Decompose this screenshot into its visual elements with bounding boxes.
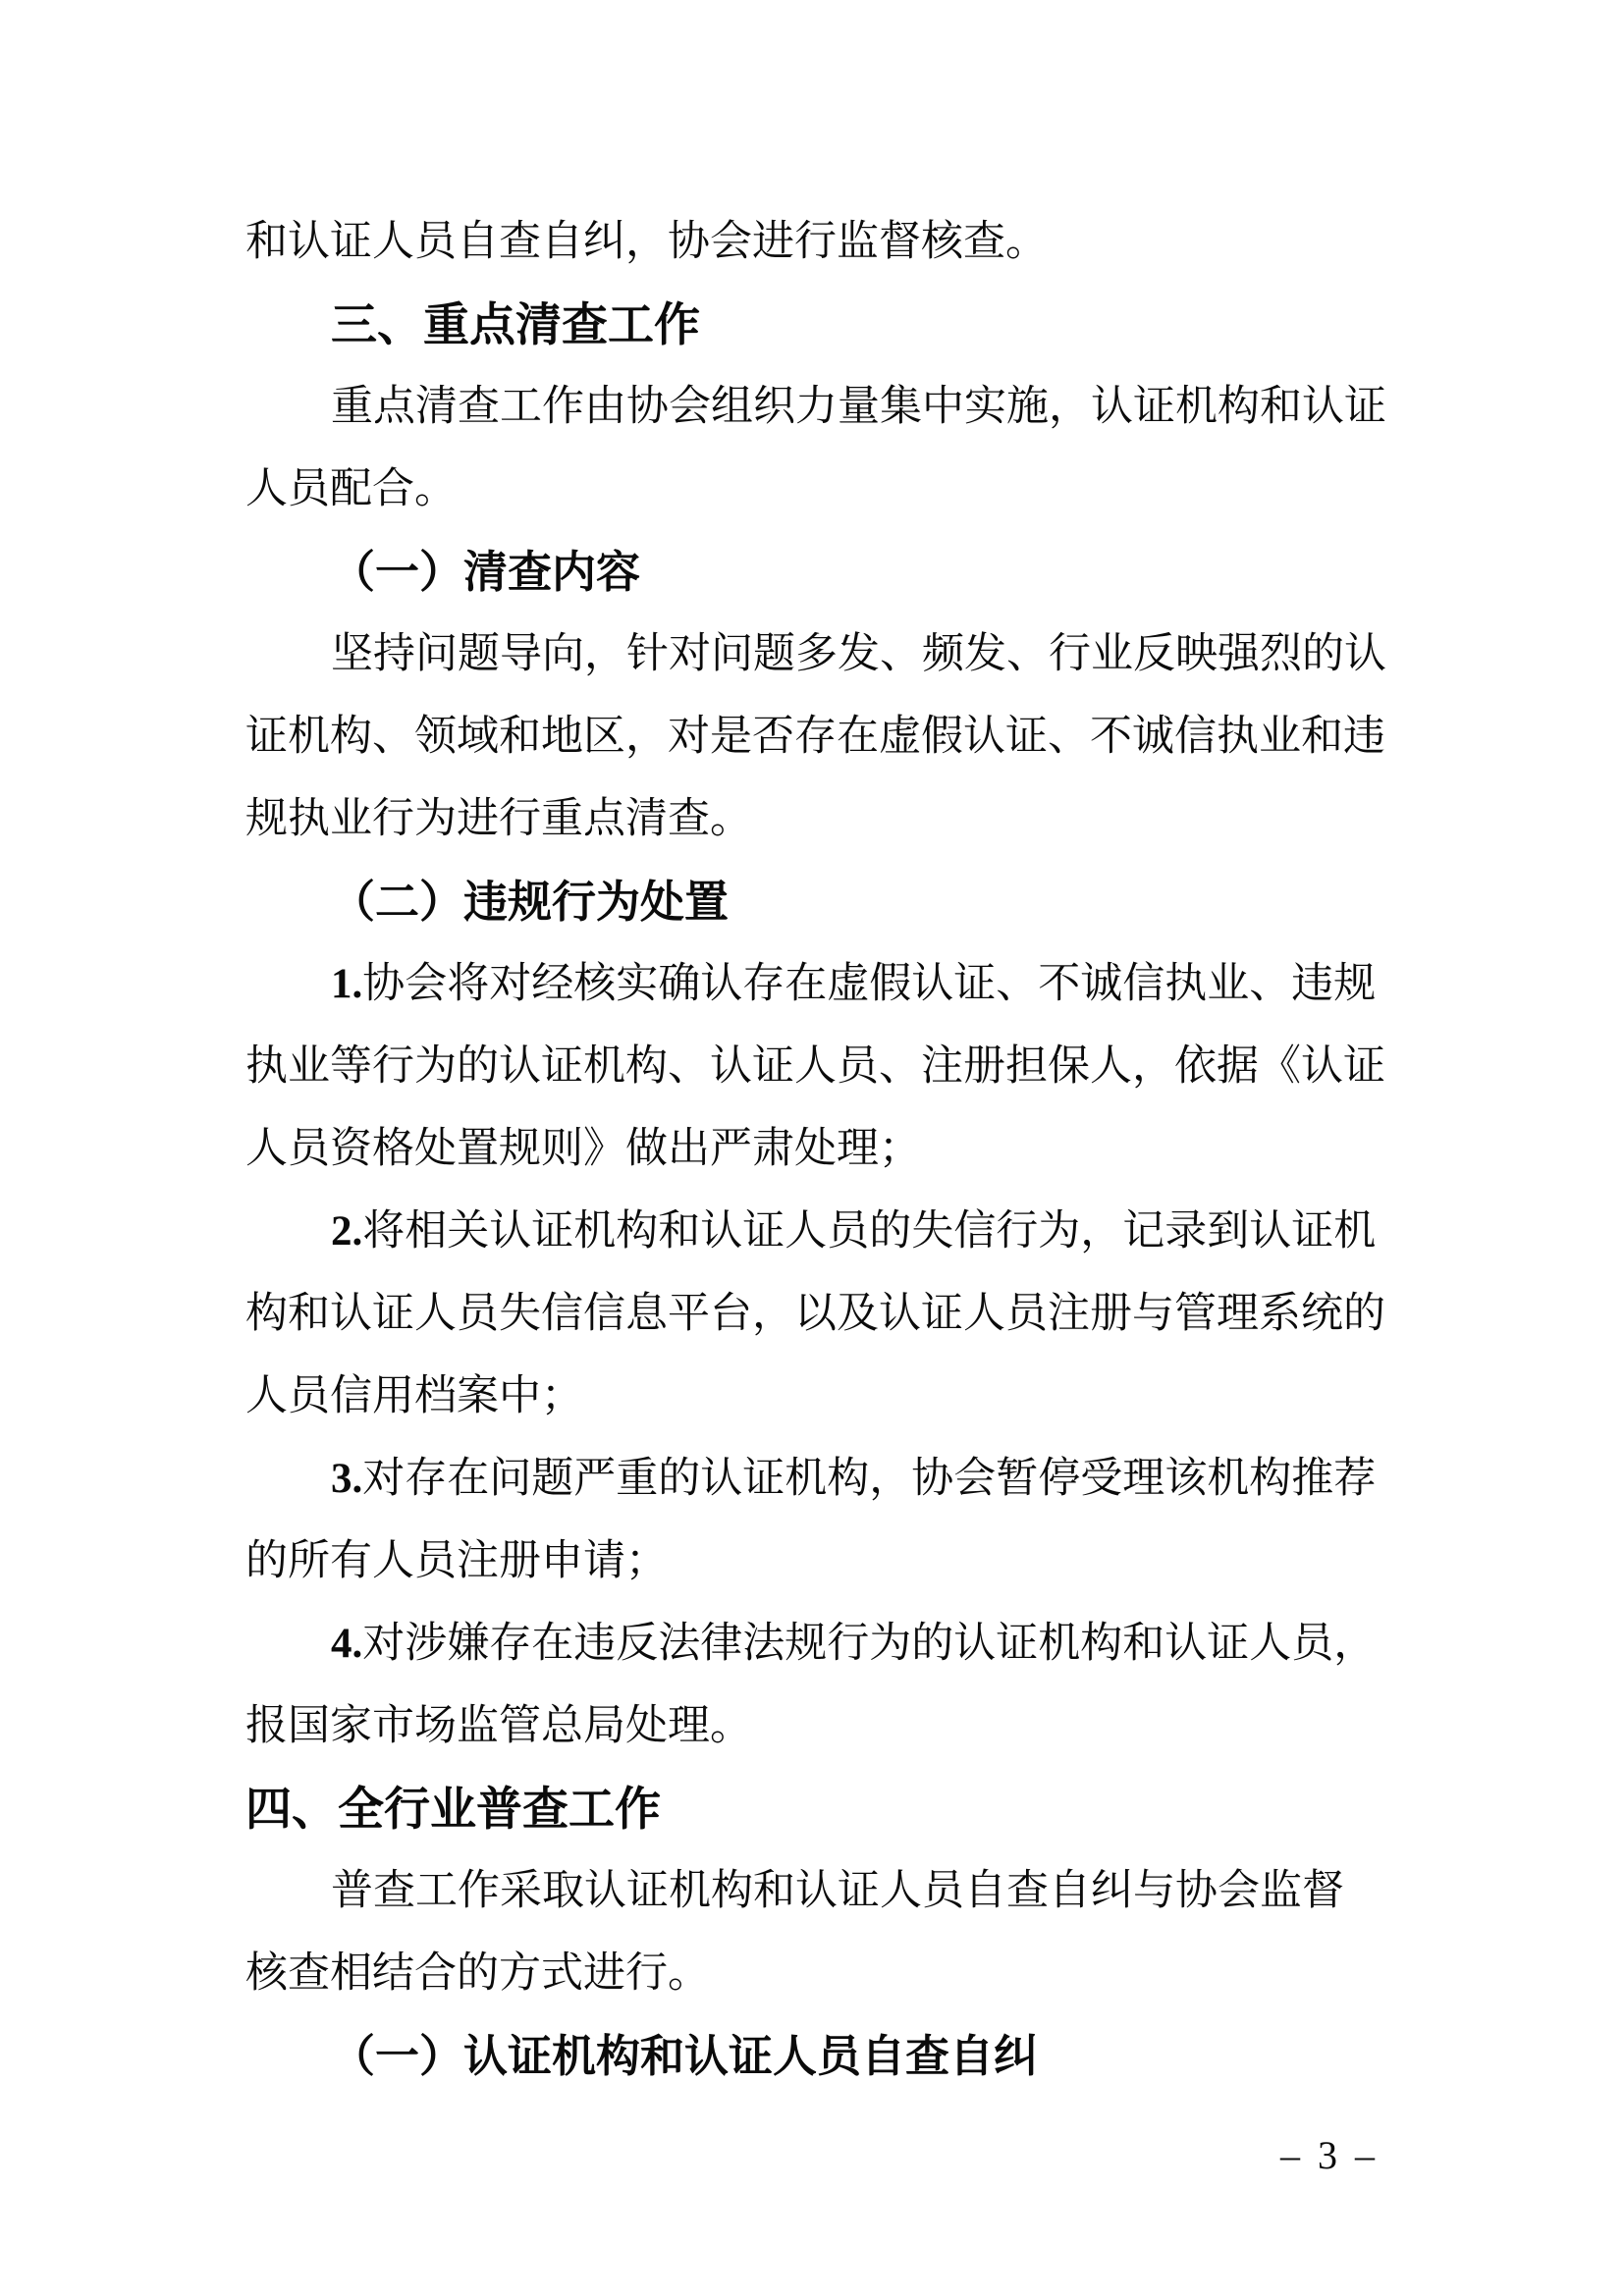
text-line: 人员资格处置规则》做出严肃处理；: [245, 1126, 921, 1172]
text-run: 将相关认证机构和认证人员的失信行为，记录到认证机: [362, 1208, 1377, 1255]
section-heading: 三、重点清查工作: [331, 298, 700, 350]
text-line: 坚持问题导向，针对问题多发、频发、行业反映强烈的认: [331, 631, 1386, 677]
page-number: – 3 –: [1280, 2133, 1379, 2177]
text-line: 普查工作采取认证机构和认证人员自查自纠与协会监督: [331, 1868, 1344, 1914]
text-line: 报国家市场监管总局处理。: [245, 1703, 752, 1749]
text-run: 对涉嫌存在违反法律法规行为的认证机构和认证人员，: [362, 1621, 1377, 1667]
text-line: 证机构、领域和地区，对是否存在虚假认证、不诚信执业和违: [245, 714, 1385, 760]
text-line: 构和认证人员失信信息平台，以及认证人员注册与管理系统的: [245, 1291, 1385, 1337]
text-line: 人员信用档案中；: [245, 1373, 583, 1419]
list-number: 3.: [331, 1456, 363, 1502]
sub-heading: （一）认证机构和认证人员自查自纠: [331, 2032, 1039, 2081]
text-line: 规执业行为进行重点清查。: [245, 796, 752, 842]
list-number: 1.: [331, 961, 363, 1007]
text-run: 对存在问题严重的认证机构，协会暂停受理该机构推荐: [362, 1456, 1377, 1502]
text-run: 协会将对经核实确认存在虚假认证、不诚信执业、违规: [362, 961, 1377, 1007]
text-line: 人员配合。: [245, 466, 457, 512]
text-line: 和认证人员自查自纠，协会进行监督核查。: [245, 219, 1048, 265]
text-line: [245, 943, 1414, 1026]
text-line: 核查相结合的方式进行。: [245, 1950, 710, 1997]
section-heading: 四、全行业普查工作: [245, 1783, 661, 1835]
text-line: 重点清查工作由协会组织力量集中实施，认证机构和认证: [331, 384, 1386, 430]
document-content: [245, 201, 1414, 2098]
text-line: 执业等行为的认证机构、认证人员、注册担保人，依据《认证: [245, 1043, 1385, 1090]
sub-heading: （一）清查内容: [331, 548, 641, 597]
text-line: [245, 1438, 1414, 1521]
text-line: [245, 1603, 1414, 1685]
sub-heading: （二）违规行为处置: [331, 878, 730, 927]
text-line: [245, 1191, 1414, 1273]
text-line: 的所有人员注册申请；: [245, 1538, 668, 1584]
list-number: 2.: [331, 1208, 363, 1255]
list-number: 4.: [331, 1621, 363, 1667]
